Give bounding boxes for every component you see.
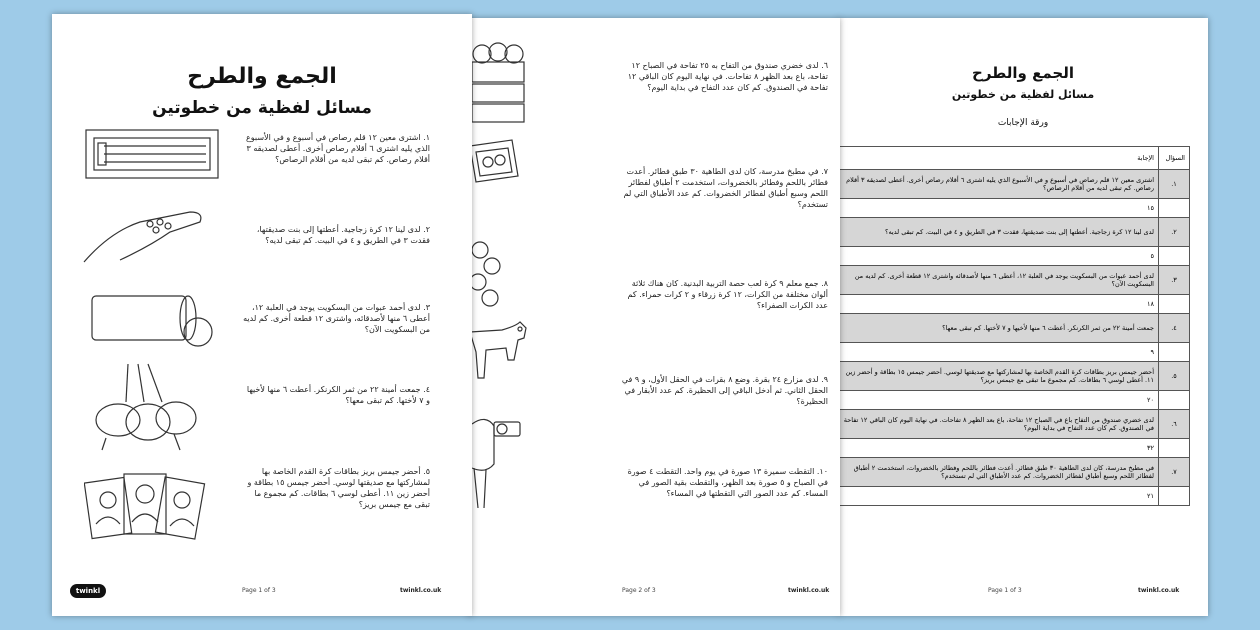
answer-row-spacer <box>1159 247 1190 266</box>
question-7: ٧. في مطبخ مدرسة، كان لدى الطاهية ٣٠ طبق فطائر. أعدت فطائر باللحم وفطائر بالخضروات، استخدمت ٢ أطباق لفطائر اللحم وسبع أطباق لفطائر الخضروات. كم عدد الأطباق التي لم تستخدم؟ <box>623 167 828 209</box>
answer-row-question: أحضر جيمس بريز بطاقات كرة القدم الخاصة بها لمشاركتها مع صديقتها لوسي. أحضر جيمس ١٥ بطاقة و أحضر زين ١١. أعطى لوسي ٦ بطاقات. كم مجموع ما تبقى مع جيمس بريز؟ <box>839 362 1159 391</box>
twinkl-logo: twinkl <box>70 584 106 598</box>
pencils-box-icon <box>82 126 222 182</box>
answer-value: ١٥ <box>839 199 1159 218</box>
worksheet-page-1 <box>52 14 472 616</box>
answer-value: ٢١ <box>839 487 1159 506</box>
hand-marbles-icon <box>80 202 212 272</box>
answer-table-answer-row <box>839 199 1190 218</box>
answer-row-question: لدى خضري صندوق من التفاح باع في الصباح ١٢ تفاحة، باع بعد الظهر ٨ تفاحات. في نهاية اليوم كان الباقي ١٢ تفاحة في الصندوق. كم كان عدد التفاح في بداية اليوم؟ <box>839 410 1159 439</box>
answer-row-number: ١. <box>1159 170 1190 199</box>
answer-value: ٣٢ <box>839 439 1159 458</box>
question-9: ٩. لدى مزارع ٢٤ بقرة. وضع ٨ بقرات في الحقل الأول، و ٩ في الحقل الثاني. ثم أدخل الباقي إلى الحظيرة. كم عدد الأبقار في الحظيرة؟ <box>621 375 828 406</box>
answer-row-number: ٦. <box>1159 410 1190 439</box>
footer-page-number: Page 1 of 3 <box>242 587 276 594</box>
question-column-header: السؤال <box>1159 147 1190 170</box>
answer-row-spacer <box>1159 295 1190 314</box>
answer-sheet-page <box>838 18 1208 616</box>
answer-table-question-row <box>839 362 1190 391</box>
football-cards-icon <box>84 466 208 548</box>
answer-row-spacer <box>1159 343 1190 362</box>
answer-row-number: ٧. <box>1159 458 1190 487</box>
question-6: ٦. لدى خضري صندوق من التفاح به ٢٥ تفاحة في الصباح ١٢ تفاحة، باع بعد الظهر ٨ تفاحات. في نهاية اليوم كان الباقي ١٢ تفاحة في الصندوق. كم كان عدد التفاح في بداية اليوم؟ <box>627 61 828 92</box>
conkers-icon <box>82 362 204 454</box>
answer-table-question-row <box>839 314 1190 343</box>
answer-table-answer-row <box>839 295 1190 314</box>
question-4: ٤. جمعت أمينة ٢٢ من ثمر الكرنكر. أعطت ٦ منها لأخيها و ٧ لأختها. كم تبقى معها؟ <box>246 385 430 405</box>
pie-dish-icon <box>468 136 520 216</box>
answer-row-spacer <box>1159 199 1190 218</box>
question-3: ٣. لدى أحمد عبوات من البسكويت يوجد في العلبة ١٢، أعطى ٦ منها لأصدقائه، واشترى ١٢ قطعة أخرى. كم لديه من البسكويت الآن؟ <box>243 303 430 334</box>
page-subtitle: مسائل لفظية من خطوتين <box>152 98 372 118</box>
answer-table <box>838 146 1190 506</box>
balls-icon <box>468 230 504 314</box>
answer-table-answer-row <box>839 487 1190 506</box>
answer-table-answer-row <box>839 391 1190 410</box>
answer-row-question: في مطبخ مدرسة، كان لدى الطاهية ٣٠ طبق فطائر. أعدت فطائر باللحم وفطائر بالخضروات، استخدمت ٢ أطباق لفطائر اللحم وسبع أطباق لفطائر الخضروات. كم عدد الأطباق التي لم تستخدم؟ <box>839 458 1159 487</box>
answer-value: ٢٠ <box>839 391 1159 410</box>
answer-row-spacer <box>1159 391 1190 410</box>
apple-crate-icon <box>468 40 530 126</box>
answer-row-number: ٣. <box>1159 266 1190 295</box>
answer-table-question-row <box>839 218 1190 247</box>
question-8: ٨. جمع معلم ٩ كرة لعب حصة التربية البدنية. كان هناك ثلاثة ألوان مختلفة من الكرات، ١٢ كرة زرقاء و ٢ كرات حمراء. كم عدد الكرات الصفراء؟ <box>627 279 828 310</box>
answer-value: ٩ <box>839 343 1159 362</box>
question-2: ٢. لدى لينا ١٢ كرة زجاجية. أعطتها إلى بنت صديقتها، فقدت ٣ في الطريق و ٤ في البيت. كم تبقى لديه؟ <box>256 225 430 245</box>
footer-site: twinkl.co.uk <box>1138 587 1180 594</box>
cow-icon <box>468 312 530 392</box>
answer-table-answer-row <box>839 439 1190 458</box>
answer-table-question-row <box>839 170 1190 199</box>
answer-table-question-row <box>839 266 1190 295</box>
answer-table-answer-row <box>839 247 1190 266</box>
question-1: ١. اشترى معين ١٢ قلم رصاص في أسبوع و في الأسبوع الذي يليه اشترى ٦ أقلام رصاص أخرى. أعطى لصديقه ٣ أقلام رصاص. كم تبقى لديه من أقلام الرصاص؟ <box>246 133 430 164</box>
answer-row-number: ٢. <box>1159 218 1190 247</box>
answer-table-question-row <box>839 410 1190 439</box>
photographer-icon <box>468 404 526 514</box>
answer-row-number: ٤. <box>1159 314 1190 343</box>
question-5: ٥. أحضر جيمس بريز بطاقات كرة القدم الخاصة بها لمشاركتها مع صديقتها لوسي. أحضر جيمس ١٥ بطاقة و أحضر زين ١١. أعطى لوسي ٦ بطاقات. كم مجموع ما تبقى مع جيمس بريز؟ <box>247 467 430 509</box>
answer-column-header: الإجابة <box>839 147 1159 170</box>
answer-sheet-subtitle: مسائل لفظية من خطوتين <box>951 88 1095 101</box>
answer-table-answer-row <box>839 343 1190 362</box>
answer-row-question: اشترى معين ١٢ قلم رصاص في أسبوع و في الأسبوع الذي يليه اشترى ٦ أقلام رصاص أخرى. أعطى لصديقه ٣ أقلام رصاص. كم تبقى لديه من أقلام الرصاص؟ <box>839 170 1159 199</box>
footer-site: twinkl.co.uk <box>788 587 830 594</box>
page-title: الجمع والطرح <box>187 64 337 89</box>
footer-site: twinkl.co.uk <box>400 587 442 594</box>
answer-row-question: لدى لينا ١٢ كرة زجاجية. أعطتها إلى بنت صديقتها، فقدت ٣ في الطريق و ٤ في البيت. كم تبقى لديه؟ <box>839 218 1159 247</box>
footer-page-number: Page 2 of 3 <box>622 587 656 594</box>
footer-page-number: Page 1 of 3 <box>988 587 1022 594</box>
answer-row-question: لدى أحمد عبوات من البسكويت يوجد في العلبة ١٢، أعطى ٦ منها لأصدقائه واشترى ١٢ قطعة أخرى. كم لديه من البسكويت الآن؟ <box>839 266 1159 295</box>
answer-row-spacer <box>1159 487 1190 506</box>
answer-row-question: جمعت أمينة ٢٢ من ثمر الكرنكر. أعطت ٦ منها لأخيها و ٧ لأختها. كم تبقى معها؟ <box>839 314 1159 343</box>
answer-sheet-title: الجمع والطرح <box>972 64 1074 82</box>
biscuit-pack-icon <box>88 288 218 352</box>
answer-row-number: ٥. <box>1159 362 1190 391</box>
answer-sheet-label: ورقة الإجابات <box>997 118 1049 128</box>
answer-value: ٥ <box>839 247 1159 266</box>
answer-value: ١٨ <box>839 295 1159 314</box>
question-10: ١٠. التقطت سميرة ١٣ صورة في يوم واحد. التقطت ٤ صورة في الصباح و ٥ صورة بعد الظهر، والتقطت بقية الصور في المساء. كم عدد الصور التي التقطتها في المساء؟ <box>627 467 828 498</box>
worksheet-page-2 <box>468 18 840 616</box>
answer-row-spacer <box>1159 439 1190 458</box>
answer-table-question-row <box>839 458 1190 487</box>
